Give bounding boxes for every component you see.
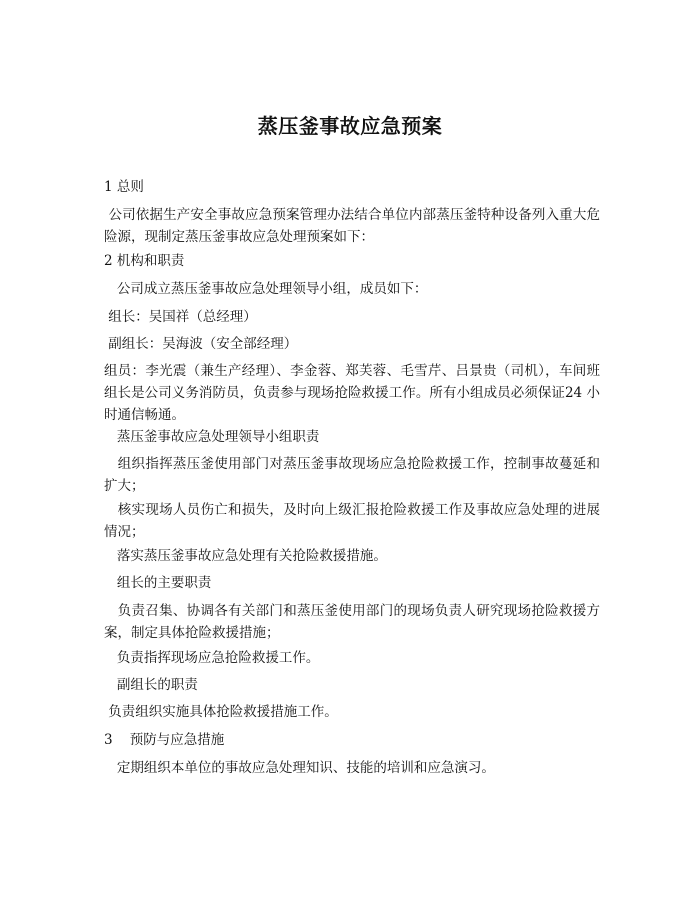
paragraph-duty-verify: 核实现场人员伤亡和损失，及时向上级汇报抢险救援工作及事故应急处理的进展情况；: [104, 502, 601, 540]
paragraph-general-intro: 公司依据生产安全事故应急预案管理办法结合单位内部蒸压釜特种设备列入重大危险源，现制定蒸压釜事故应急处理预案如下：: [104, 207, 600, 245]
paragraph-training-drills: 定期组织本单位的事故应急处理知识、技能的培训和应急演习。: [104, 760, 495, 776]
paragraph-deputy-implement: 负责组织实施具体抢险救援措施工作。: [104, 704, 338, 720]
subheading-deputy-duties: 副组长的职责: [104, 677, 198, 693]
paragraph-team-established: 公司成立蒸压釜事故应急处理领导小组，成员如下：: [104, 281, 428, 297]
paragraph-team-leader: 组长：吴国祥（总经理）: [104, 309, 257, 325]
paragraph-team-members: 组员：李光震（兼生产经理）、李金蓉、郑芙蓉、毛雪芹、吕景贵（司机），车间班组长是公司义务消防员，负责参与现场抢险救援工作。所有小组成员必须保证24 小时通信畅通。: [104, 363, 600, 423]
section-heading-prevention: 3 预防与应急措施: [104, 732, 225, 748]
paragraph-duty-implement: 落实蒸压釜事故应急处理有关抢险救援措施。: [104, 548, 387, 564]
paragraph-deputy-leader: 副组长：吴海波（安全部经理）: [104, 336, 298, 352]
paragraph-duty-command: 组织指挥蒸压釜使用部门对蒸压釜事故现场应急抢险救援工作，控制事故蔓延和扩大；: [104, 456, 601, 494]
section-heading-general: 1 总则: [104, 179, 144, 195]
section-heading-organization: 2 机构和职责: [104, 253, 185, 269]
document-title: 蒸压釜事故应急预案: [257, 114, 443, 138]
subheading-team-duties: 蒸压釜事故应急处理领导小组职责: [104, 429, 320, 445]
paragraph-leader-command: 负责指挥现场应急抢险救援工作。: [104, 650, 320, 666]
subheading-leader-duties: 组长的主要职责: [104, 575, 212, 591]
paragraph-leader-convene: 负责召集、协调各有关部门和蒸压釜使用部门的现场负责人研究现场抢险救援方案，制定具体抢险救援措施；: [104, 603, 601, 641]
